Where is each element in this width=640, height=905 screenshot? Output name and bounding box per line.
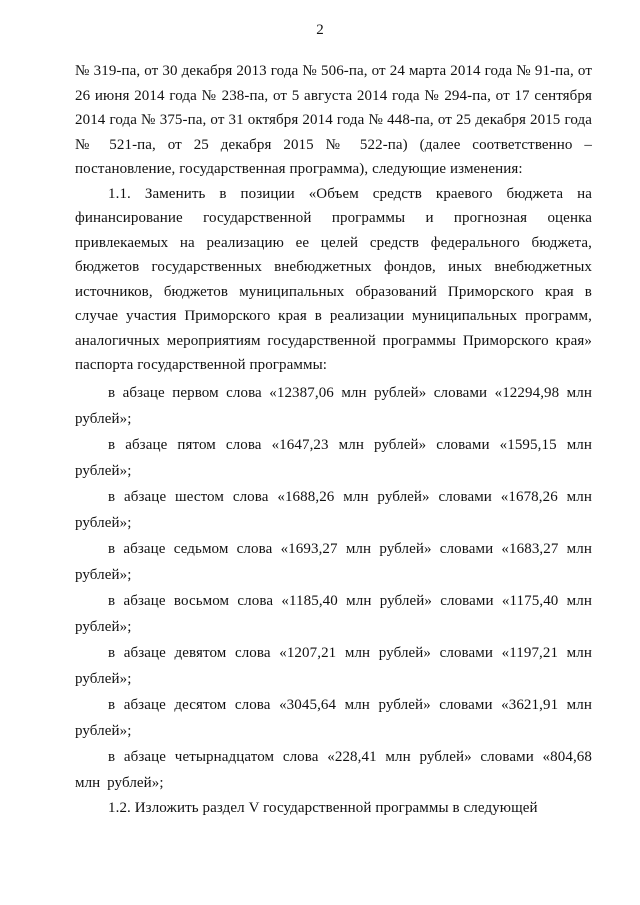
section-1-2-paragraph: 1.2. Изложить раздел V государственной программы в следующей: [108, 799, 538, 816]
section-1-1-paragraph: 1.1. Заменить в позиции «Объем средств краевого бюджета на финансирование государственной программы и прогнозная оценка привлекаемых на реализацию ее целей средств федерального бюджета, бюджетов государственных внебюджетных фондов, иных внебюджетных источников, бюджетов муниципальных образований Приморского края в случае участия Приморского края в реализации муниципальных программ, аналогичных мероприятиям государственной программы Приморского края» паспорта государственной программы:: [75, 185, 592, 373]
document-body: [75, 59, 592, 820]
amendment-item: в абзаце седьмом слова «1693,27 млн рублей» словами «1683,27 млн рублей»;: [75, 540, 592, 583]
amendment-item: в абзаце девятом слова «1207,21 млн рублей» словами «1197,21 млн рублей»;: [75, 644, 592, 687]
amendment-item: в абзаце шестом слова «1688,26 млн рублей» словами «1678,26 млн рублей»;: [75, 488, 592, 531]
amendment-item: в абзаце первом слова «12387,06 млн рублей» словами «12294,98 млн рублей»;: [75, 384, 592, 427]
amendment-item: в абзаце пятом слова «1647,23 млн рублей» словами «1595,15 млн рублей»;: [75, 436, 592, 479]
amendment-item: в абзаце десятом слова «3045,64 млн рублей» словами «3621,91 млн рублей»;: [75, 696, 592, 739]
amendments-list: [75, 380, 592, 796]
intro-paragraph: № 319-па, от 30 декабря 2013 года № 506-па, от 24 марта 2014 года № 91-па, от 26 июня 2014 года № 238-па, от 5 августа 2014 года № 294-па, от 17 сентября 2014 года № 375-па, от 31 октября 2014 года № 448-па, от 25 декабря 2015 года № 521-па, от 25 декабря 2015 № 522-па) (далее соответственно – постановление, государственная программа), следующие изменения:: [75, 63, 592, 177]
page-number: 2: [316, 22, 324, 38]
amendment-item: в абзаце четырнадцатом слова «228,41 млн рублей» словами «804,68 млн рублей»;: [75, 748, 592, 791]
amendment-item: в абзаце восьмом слова «1185,40 млн рублей» словами «1175,40 млн рублей»;: [75, 592, 592, 635]
